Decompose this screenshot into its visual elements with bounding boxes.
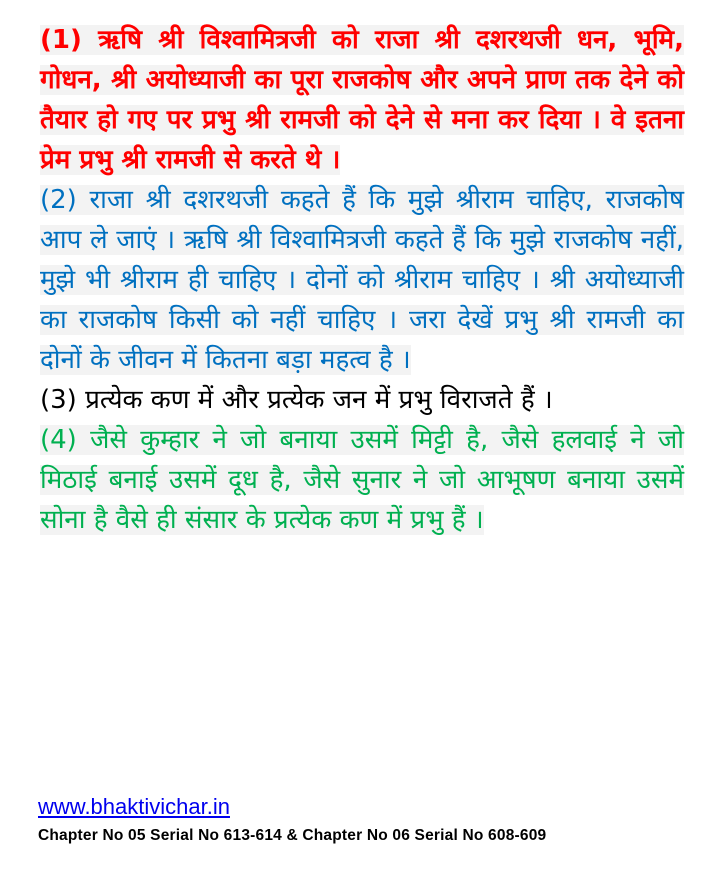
paragraph-4-highlight xyxy=(40,425,684,535)
paragraph-1-highlight xyxy=(40,25,684,175)
chapter-serial-info: Chapter No 05 Serial No 613-614 & Chapter No 06 Serial No 608-609 xyxy=(38,827,547,844)
paragraph-2-highlight xyxy=(40,185,684,375)
paragraph-1-text: ऋषि श्री विश्वामित्रजी को राजा श्री दशरथजी धन, भूमि, गोधन, श्री अयोध्याजी का पूरा राजकोष और अपने प्राण तक देने को तैयार हो गए पर प्रभु श्री रामजी को देने से मना कर दिया । वे इतना प्रेम प्रभु श्री रामजी से करते थे । xyxy=(40,25,684,175)
paragraph-1-number: (1) xyxy=(40,25,82,55)
paragraph-1 xyxy=(38,20,686,180)
footer xyxy=(38,793,698,845)
paragraph-3-text: प्रत्येक कण में और प्रत्येक जन में प्रभु विराजते हैं । xyxy=(85,385,553,415)
paragraph-2 xyxy=(38,180,686,380)
paragraph-4-number: (4) xyxy=(40,425,77,455)
paragraph-3-number: (3) xyxy=(40,385,77,415)
paragraph-4-text: जैसे कुम्हार ने जो बनाया उसमें मिट्टी है, जैसे हलवाई ने जो मिठाई बनाई उसमें दूध है, जैसे सुनार ने जो आभूषण बनाया उसमें सोना है वैसे ही संसार के प्रत्येक कण में प्रभु हैं । xyxy=(40,425,684,535)
article-body xyxy=(38,20,686,540)
paragraph-2-number: (2) xyxy=(40,185,77,215)
paragraph-4 xyxy=(38,420,686,540)
website-link[interactable]: www.bhaktivichar.in xyxy=(38,794,230,819)
paragraph-2-text: राजा श्री दशरथजी कहते हैं कि मुझे श्रीराम चाहिए, राजकोष आप ले जाएं । ऋषि श्री विश्वामित्रजी कहते हैं कि मुझे राजकोष नहीं, मुझे भी श्रीराम ही चाहिए । दोनों को श्रीराम चाहिए । श्री अयोध्याजी का राजकोष किसी को नहीं चाहिए । जरा देखें प्रभु श्री रामजी का दोनों के जीवन में कितना बड़ा महत्व है । xyxy=(40,185,685,375)
paragraph-3 xyxy=(38,380,686,420)
